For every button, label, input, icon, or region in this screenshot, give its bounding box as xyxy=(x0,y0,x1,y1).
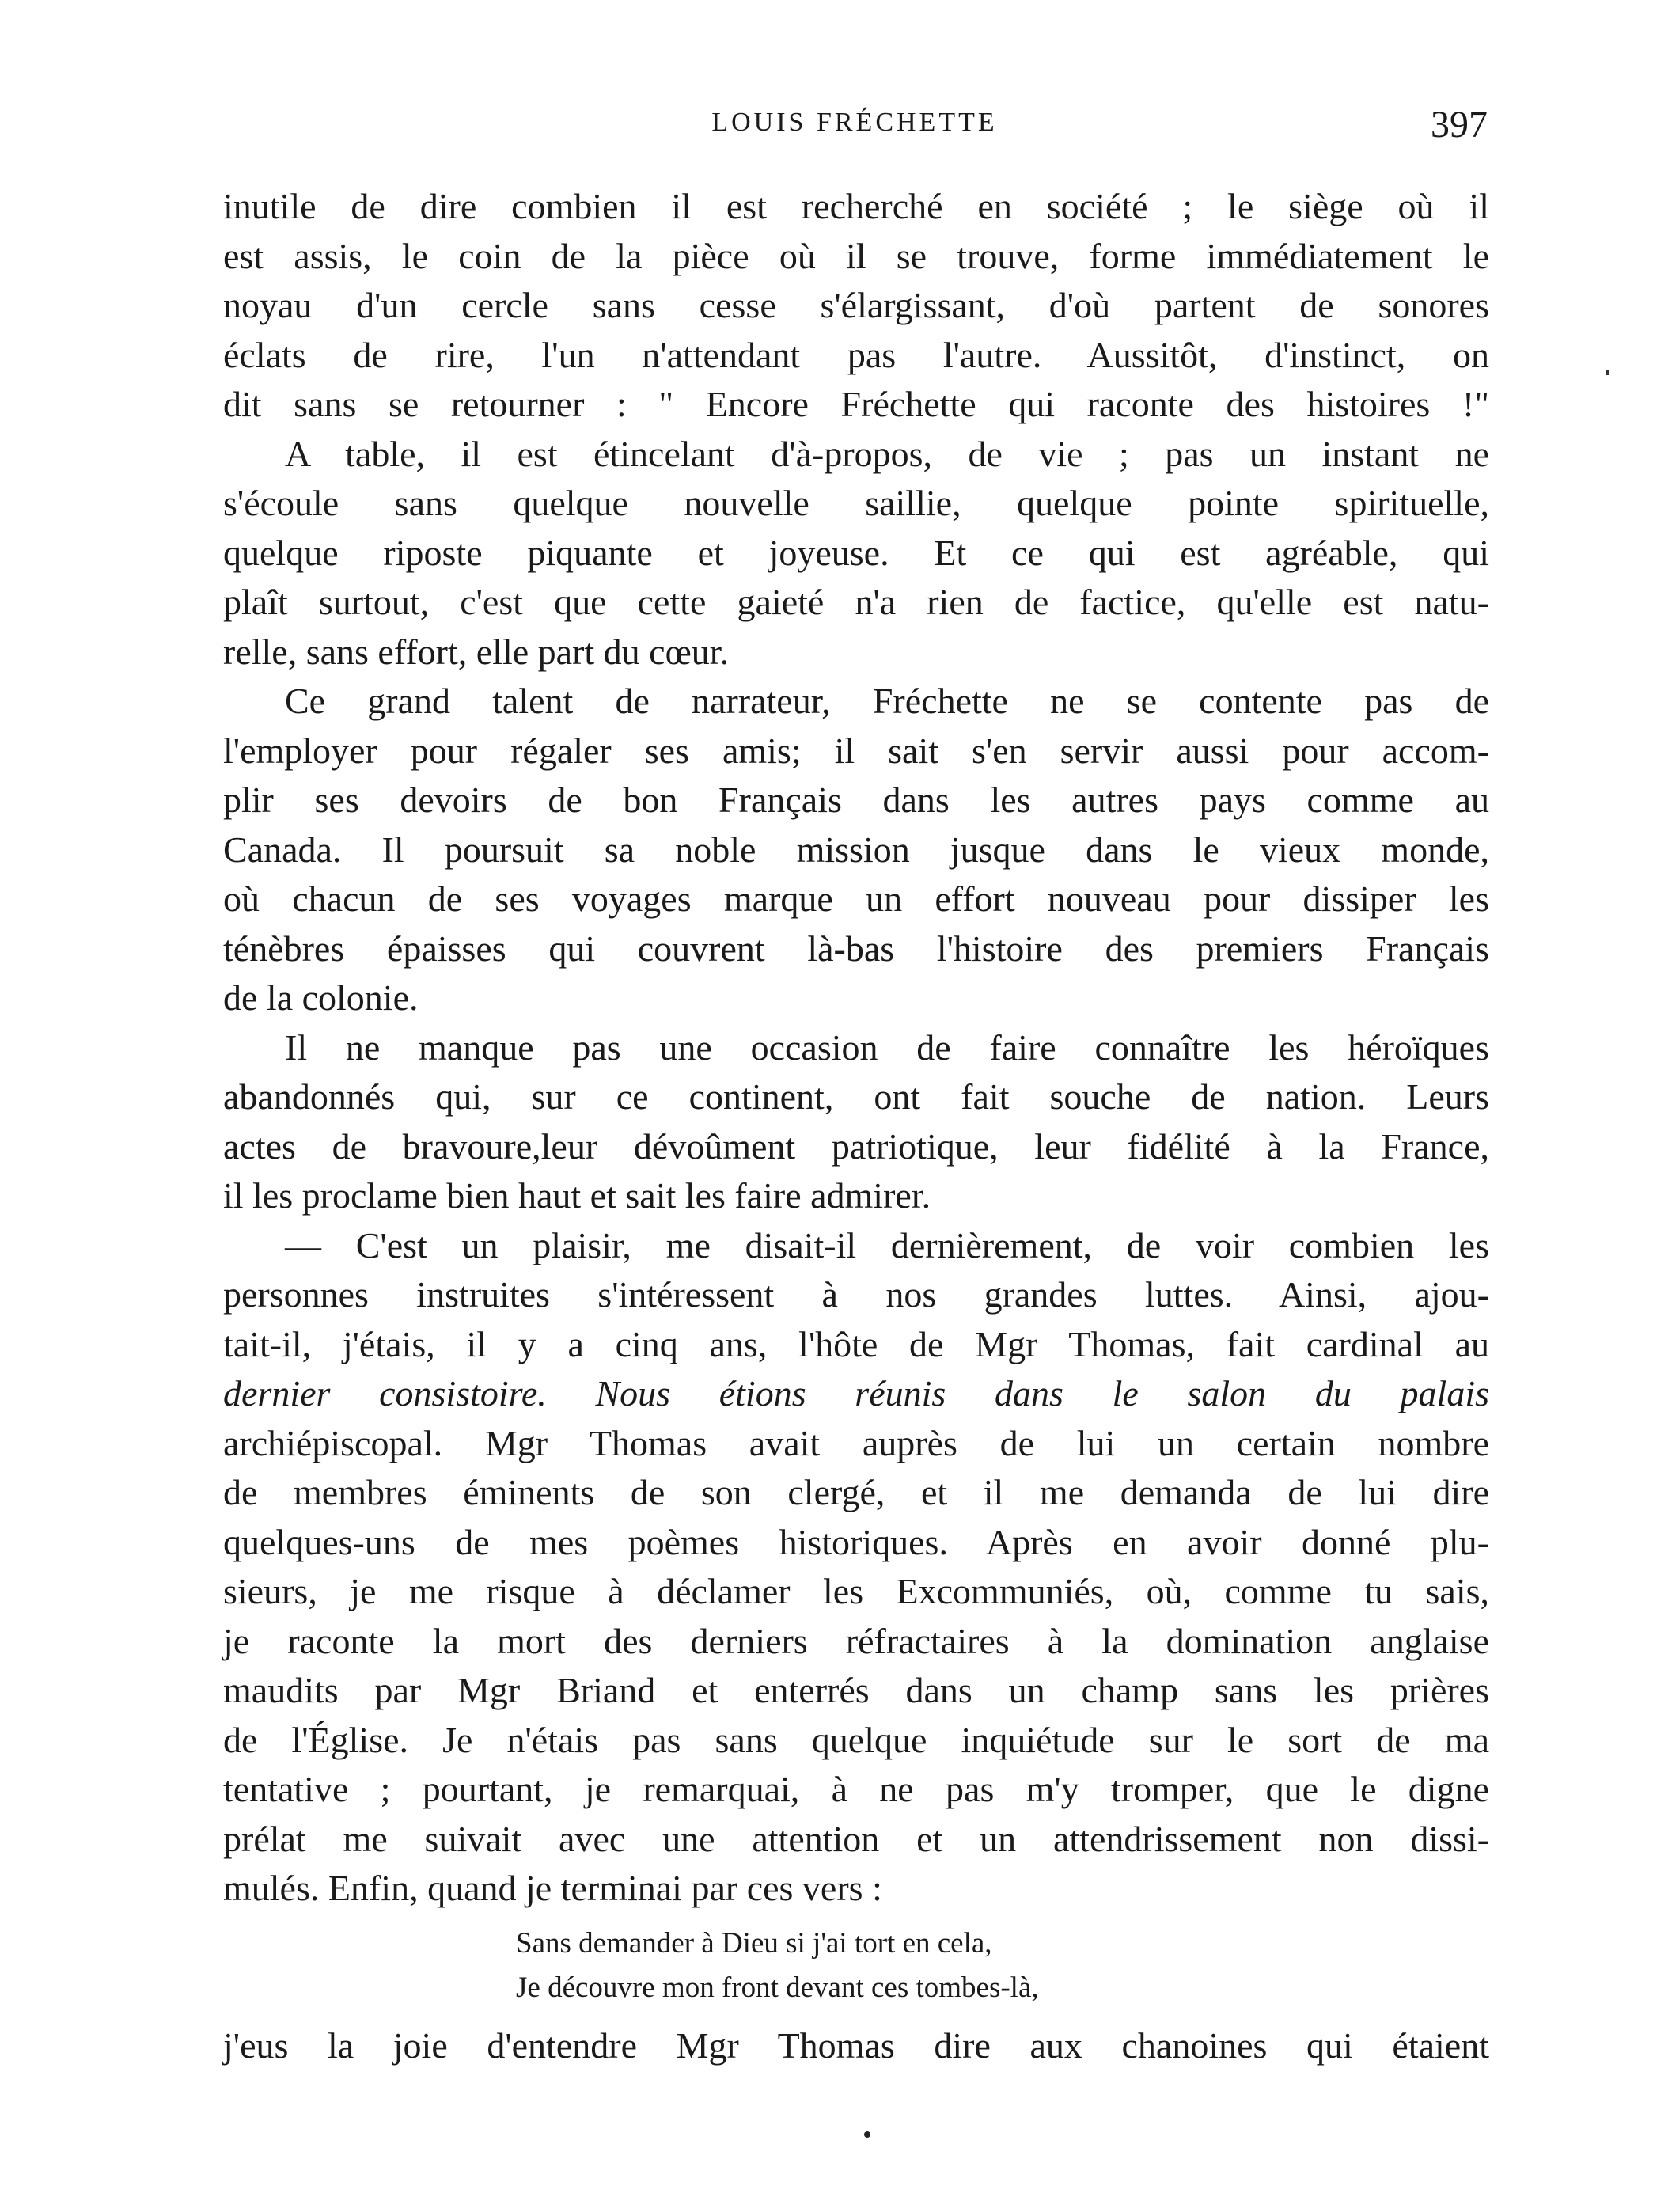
text-line: — C'est un plaisir, me disait-il dernièrement, de voir combien les xyxy=(285,1224,1489,1265)
text-line: est assis, le coin de la pièce où il se trouve, forme immédiatement le xyxy=(223,235,1489,276)
text-line: A table, il est étincelant d'à-propos, de vie ; pas un instant ne xyxy=(285,433,1489,474)
paragraph-3 xyxy=(223,677,1489,1023)
text-line: quelque riposte piquante et joyeuse. Et ce qui est agréable, qui xyxy=(223,532,1489,573)
text-line: j'eus la joie d'entendre Mgr Thomas dire aux chanoines qui étaient xyxy=(223,2024,1489,2066)
signature-mark xyxy=(864,2131,870,2138)
text-line: l'employer pour régaler ses amis; il sait s'en servir aussi pour accom- xyxy=(223,730,1489,771)
text-line: ténèbres épaisses qui couvrent là-bas l'histoire des premiers Français xyxy=(223,928,1489,969)
text-line: prélat me suivait avec une attention et un attendrissement non dissi- xyxy=(223,1818,1489,1859)
margin-speck xyxy=(1606,370,1609,375)
text-line: Canada. Il poursuit sa noble mission jusque dans le vieux monde, xyxy=(223,829,1489,870)
text-line: actes de bravoure,leur dévoûment patriotique, leur fidélité à la France, xyxy=(223,1125,1489,1167)
text-line: relle, sans effort, elle part du cœur. xyxy=(223,631,730,672)
text-line: Ce grand talent de narrateur, Fréchette ne se contente pas de xyxy=(285,681,1489,721)
verse-line: Je découvre mon front devant ces tombes-là, xyxy=(516,1971,1039,2004)
text-line: sieurs, je me risque à déclamer les Excommuniés, où, comme tu sais, xyxy=(223,1571,1489,1611)
text-line: de la colonie. xyxy=(223,977,419,1018)
text-line: noyau d'un cercle sans cesse s'élargissant, d'où partent de sonores xyxy=(223,285,1489,325)
text-line: je raconte la mort des derniers réfractaires à la domination anglaise xyxy=(223,1620,1489,1661)
text-line: de l'Église. Je n'étais pas sans quelque inquiétude sur le sort de ma xyxy=(223,1719,1489,1760)
text-line: mulés. Enfin, quand je terminai par ces vers : xyxy=(223,1868,882,1908)
paragraph-5 xyxy=(223,1221,1489,1914)
text-line: abandonnés qui, sur ce continent, ont fait souche de nation. Leurs xyxy=(223,1076,1489,1117)
verse-quote xyxy=(223,1922,1489,2010)
text-line: Il ne manque pas une occasion de faire connaître les héroïques xyxy=(285,1026,1489,1068)
text-line: où chacun de ses voyages marque un effort nouveau pour dissiper les xyxy=(223,878,1489,919)
text-line: quelques-uns de mes poèmes historiques. Après en avoir donné plu- xyxy=(223,1521,1489,1562)
text-line: éclats de rire, l'un n'attendant pas l'autre. Aussitôt, d'instinct, on xyxy=(223,334,1489,375)
text-line: plir ses devoirs de bon Français dans les autres pays comme au xyxy=(223,780,1489,820)
text-line: dit sans se retourner : " Encore Fréchette qui raconte des histoires !" xyxy=(223,384,1489,424)
text-line: il les proclame bien haut et sait les faire admirer. xyxy=(223,1175,931,1216)
paragraph-1 xyxy=(223,182,1489,430)
text-line: archiépiscopal. Mgr Thomas avait auprès de lui un certain nombre xyxy=(223,1422,1489,1463)
closing-paragraph xyxy=(223,2021,1489,2071)
running-head xyxy=(222,103,1488,150)
text-line: tait-il, j'étais, il y a cinq ans, l'hôte de Mgr Thomas, fait cardinal au xyxy=(223,1323,1489,1364)
running-title: LOUIS FRÉCHETTE xyxy=(711,108,998,137)
text-line: plaît surtout, c'est que cette gaieté n'a rien de factice, qu'elle est natu- xyxy=(223,582,1489,622)
text-line: maudits par Mgr Briand et enterrés dans un champ sans les prières xyxy=(223,1670,1489,1710)
text-line: de membres éminents de son clergé, et il me demanda de lui dire xyxy=(223,1472,1489,1512)
text-line: inutile de dire combien il est recherché en société ; le siège où il xyxy=(223,186,1489,226)
text-line: tentative ; pourtant, je remarquai, à ne pas m'y tromper, que le digne xyxy=(223,1769,1489,1809)
body-text xyxy=(223,182,1489,2070)
text-line: dernier consistoire. Nous étions réunis dans le salon du palais xyxy=(223,1373,1489,1413)
text-line: s'écoule sans quelque nouvelle saillie, quelque pointe spirituelle, xyxy=(223,483,1489,523)
page-number: 397 xyxy=(1431,104,1488,146)
paragraph-2 xyxy=(223,430,1489,677)
text-line: personnes instruites s'intéressent à nos grandes luttes. Ainsi, ajou- xyxy=(223,1274,1489,1315)
paragraph-4 xyxy=(223,1023,1489,1221)
verse-line: Sans demander à Dieu si j'ai tort en cela, xyxy=(516,1926,992,1960)
